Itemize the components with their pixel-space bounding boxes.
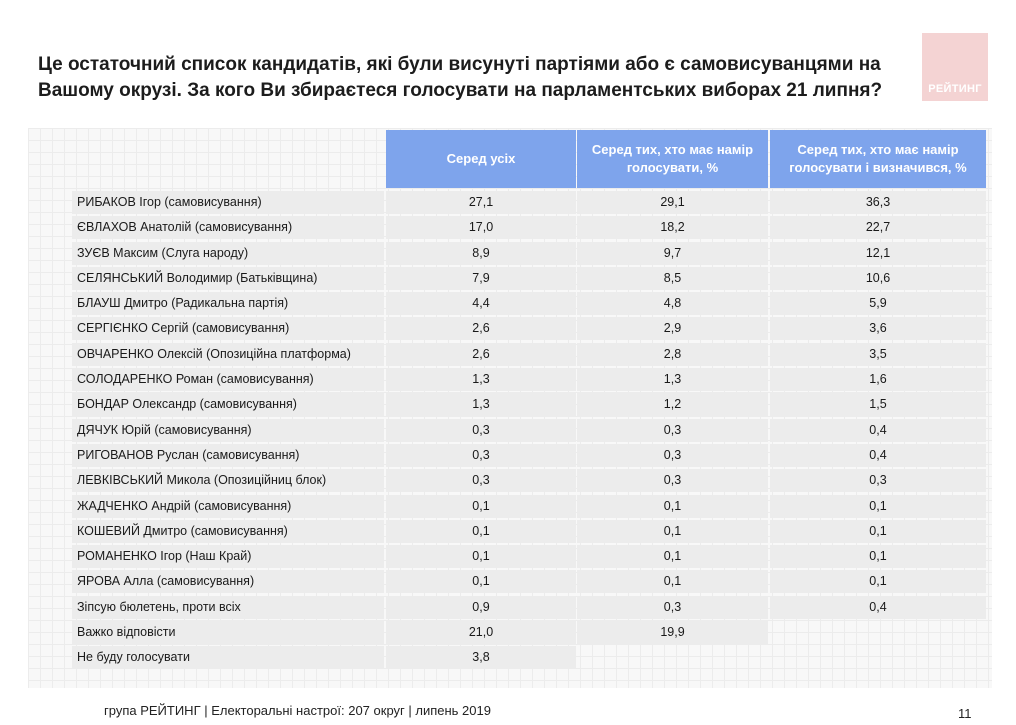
candidate-name: Зіпсую бюлетень, проти всіх: [72, 596, 384, 619]
table-row: [72, 291, 987, 316]
footer-text: група РЕЙТИНГ | Електоральні настрої: 207 округ | липень 2019: [104, 703, 491, 718]
value-all: 0,3: [386, 444, 576, 467]
value-decided: 1,5: [770, 393, 986, 416]
page-number: 11: [958, 706, 972, 721]
value-voters: 2,8: [577, 343, 768, 366]
value-all: 4,4: [386, 292, 576, 315]
table-row: [72, 569, 987, 594]
value-voters: 19,9: [577, 621, 768, 644]
value-decided: 10,6: [770, 267, 986, 290]
value-decided: 0,1: [770, 570, 986, 593]
value-decided: 0,4: [770, 444, 986, 467]
value-all: 2,6: [386, 317, 576, 340]
candidate-name: ЗУЄВ Максим (Слуга народу): [72, 242, 384, 265]
table-row: [72, 342, 987, 367]
value-voters: 0,3: [577, 469, 768, 492]
candidate-name: БЛАУШ Дмитро (Радикальна партія): [72, 292, 384, 315]
value-voters: 29,1: [577, 191, 768, 214]
value-all: 1,3: [386, 368, 576, 391]
candidate-name: БОНДАР Олександр (самовисування): [72, 393, 384, 416]
value-decided: 0,1: [770, 520, 986, 543]
value-voters: 2,9: [577, 317, 768, 340]
value-decided: 0,3: [770, 469, 986, 492]
candidate-name: РИГОВАНОВ Руслан (самовисування): [72, 444, 384, 467]
table-row: [72, 645, 987, 670]
results-table: [72, 190, 987, 671]
value-all: 0,1: [386, 545, 576, 568]
table-row: [72, 519, 987, 544]
table-row: [72, 266, 987, 291]
value-all: 17,0: [386, 216, 576, 239]
value-all: 27,1: [386, 191, 576, 214]
candidate-name: СЕРГІЄНКО Сергій (самовисування): [72, 317, 384, 340]
value-voters: 1,2: [577, 393, 768, 416]
table-row: [72, 494, 987, 519]
table-row: [72, 316, 987, 341]
value-all: 7,9: [386, 267, 576, 290]
column-header-all: Серед усіх: [386, 130, 576, 188]
candidate-name: ЄВЛАХОВ Анатолій (самовисування): [72, 216, 384, 239]
table-row: [72, 443, 987, 468]
value-voters: 0,1: [577, 520, 768, 543]
table-row: [72, 367, 987, 392]
value-voters: 9,7: [577, 242, 768, 265]
logo-text: РЕЙТИНГ: [928, 83, 982, 95]
value-decided: 0,4: [770, 596, 986, 619]
value-voters: 8,5: [577, 267, 768, 290]
value-decided: 0,4: [770, 419, 986, 442]
value-voters: 1,3: [577, 368, 768, 391]
value-decided: 0,1: [770, 545, 986, 568]
value-all: 0,1: [386, 520, 576, 543]
value-all: 0,9: [386, 596, 576, 619]
candidate-name: ОВЧАРЕНКО Олексій (Опозиційна платформа): [72, 343, 384, 366]
value-voters: 0,3: [577, 596, 768, 619]
value-decided: 1,6: [770, 368, 986, 391]
candidate-name: РОМАНЕНКО Ігор (Наш Край): [72, 545, 384, 568]
candidate-name: КОШЕВИЙ Дмитро (самовисування): [72, 520, 384, 543]
value-all: 2,6: [386, 343, 576, 366]
candidate-name: СОЛОДАРЕНКО Роман (самовисування): [72, 368, 384, 391]
value-decided: 36,3: [770, 191, 986, 214]
slide-title: Це остаточний список кандидатів, які були висунуті партіями або є самовисуванцями на Вашому окрузі. За кого Ви збираєтеся голосувати на парламентських виборах 21 липня?: [38, 54, 883, 101]
value-all: 3,8: [386, 646, 576, 669]
table-row: [72, 544, 987, 569]
value-decided: 3,6: [770, 317, 986, 340]
rating-logo: [922, 33, 988, 101]
value-voters: 0,3: [577, 444, 768, 467]
candidate-name: СЕЛЯНСЬКИЙ Володимир (Батьківщина): [72, 267, 384, 290]
candidate-name: ЖАДЧЕНКО Андрій (самовисування): [72, 495, 384, 518]
value-all: 0,3: [386, 469, 576, 492]
column-header-decided: Серед тих, хто має намір голосувати і визначився, %: [770, 130, 986, 188]
value-voters: 4,8: [577, 292, 768, 315]
value-all: 0,1: [386, 495, 576, 518]
value-all: 8,9: [386, 242, 576, 265]
value-voters: 0,1: [577, 570, 768, 593]
value-all: 21,0: [386, 621, 576, 644]
value-all: 1,3: [386, 393, 576, 416]
table-row: [72, 595, 987, 620]
table-row: [72, 190, 987, 215]
value-decided: 12,1: [770, 242, 986, 265]
value-decided: 22,7: [770, 216, 986, 239]
table-row: [72, 392, 987, 417]
value-all: 0,3: [386, 419, 576, 442]
table-row: [72, 418, 987, 443]
table-row: [72, 241, 987, 266]
candidate-name: Не буду голосувати: [72, 646, 384, 669]
value-voters: 0,1: [577, 545, 768, 568]
value-decided: 0,1: [770, 495, 986, 518]
candidate-name: ЯРОВА Алла (самовисування): [72, 570, 384, 593]
candidate-name: Важко відповісти: [72, 621, 384, 644]
column-header-voters: Серед тих, хто має намір голосувати, %: [577, 130, 768, 188]
table-row: [72, 215, 987, 240]
value-decided: 3,5: [770, 343, 986, 366]
table-row: [72, 620, 987, 645]
candidate-name: РИБАКОВ Ігор (самовисування): [72, 191, 384, 214]
value-voters: 0,1: [577, 495, 768, 518]
value-voters: 0,3: [577, 419, 768, 442]
value-decided: 5,9: [770, 292, 986, 315]
value-voters: 18,2: [577, 216, 768, 239]
table-row: [72, 468, 987, 493]
value-all: 0,1: [386, 570, 576, 593]
candidate-name: ЛЕВКІВСЬКИЙ Микола (Опозиційниц блок): [72, 469, 384, 492]
candidate-name: ДЯЧУК Юрій (самовисування): [72, 419, 384, 442]
